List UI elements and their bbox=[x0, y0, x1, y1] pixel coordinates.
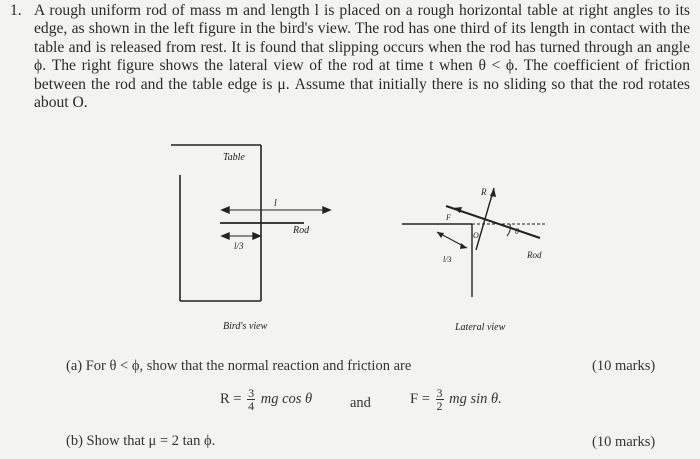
friction-label: F bbox=[446, 213, 451, 222]
eq1-numerator: 3 bbox=[248, 386, 255, 400]
equation-friction bbox=[410, 387, 502, 412]
problem-text: A rough uniform rod of mass m and length l is placed on a rough horizontal table at right angles to its edge, as shown in the left figure in the bird's view. The rod has one third of its length in contact with the table and is released from rest. It is found that slipping occurs when the rod has turned through an angle ϕ. The right figure shows the lateral view of the rod at time t when θ < ϕ. The coefficient of friction between the rod and the table edge is μ. Assume that initially there is no sliding so that the rod rotates about O. bbox=[34, 2, 690, 112]
eq2-fraction bbox=[436, 387, 444, 412]
rod-label-left: Rod bbox=[293, 225, 310, 236]
rod-birds bbox=[220, 207, 330, 239]
eq2-lhs: F = bbox=[410, 390, 430, 407]
length-label: l bbox=[274, 198, 277, 209]
birds-view-caption: Bird's view bbox=[223, 321, 268, 332]
part-a-marks: (10 marks) bbox=[592, 358, 656, 374]
eq2-denominator: 2 bbox=[436, 399, 443, 413]
part-b-marks: (10 marks) bbox=[592, 434, 656, 450]
table-label: Table bbox=[223, 152, 245, 163]
eq1-lhs: R = bbox=[220, 390, 242, 407]
part-b-text: (b) Show that μ = 2 tan ϕ. bbox=[66, 433, 216, 449]
pivot-label: O bbox=[473, 231, 479, 240]
eq1-fraction bbox=[247, 387, 255, 412]
eq2-rhs: mg sin θ. bbox=[449, 390, 502, 407]
eq2-numerator: 3 bbox=[436, 386, 443, 400]
part-a-text: (a) For θ < ϕ, show that the normal reaction and friction are bbox=[66, 358, 412, 374]
lateral-view-caption: Lateral view bbox=[455, 322, 506, 333]
rod-label-right: Rod bbox=[527, 250, 542, 260]
eq1-rhs: mg cos θ bbox=[260, 390, 313, 407]
problem-number: 1. bbox=[10, 2, 22, 19]
equation-normal-reaction bbox=[220, 387, 312, 412]
third-label-left: l/3 bbox=[234, 241, 244, 251]
and-word: and bbox=[350, 395, 371, 411]
lateral-view-figure bbox=[402, 188, 545, 297]
angle-label: θ bbox=[515, 227, 519, 236]
third-label-right: l/3 bbox=[443, 255, 452, 264]
eq1-denominator: 4 bbox=[248, 399, 255, 413]
reaction-label: R bbox=[481, 187, 487, 197]
